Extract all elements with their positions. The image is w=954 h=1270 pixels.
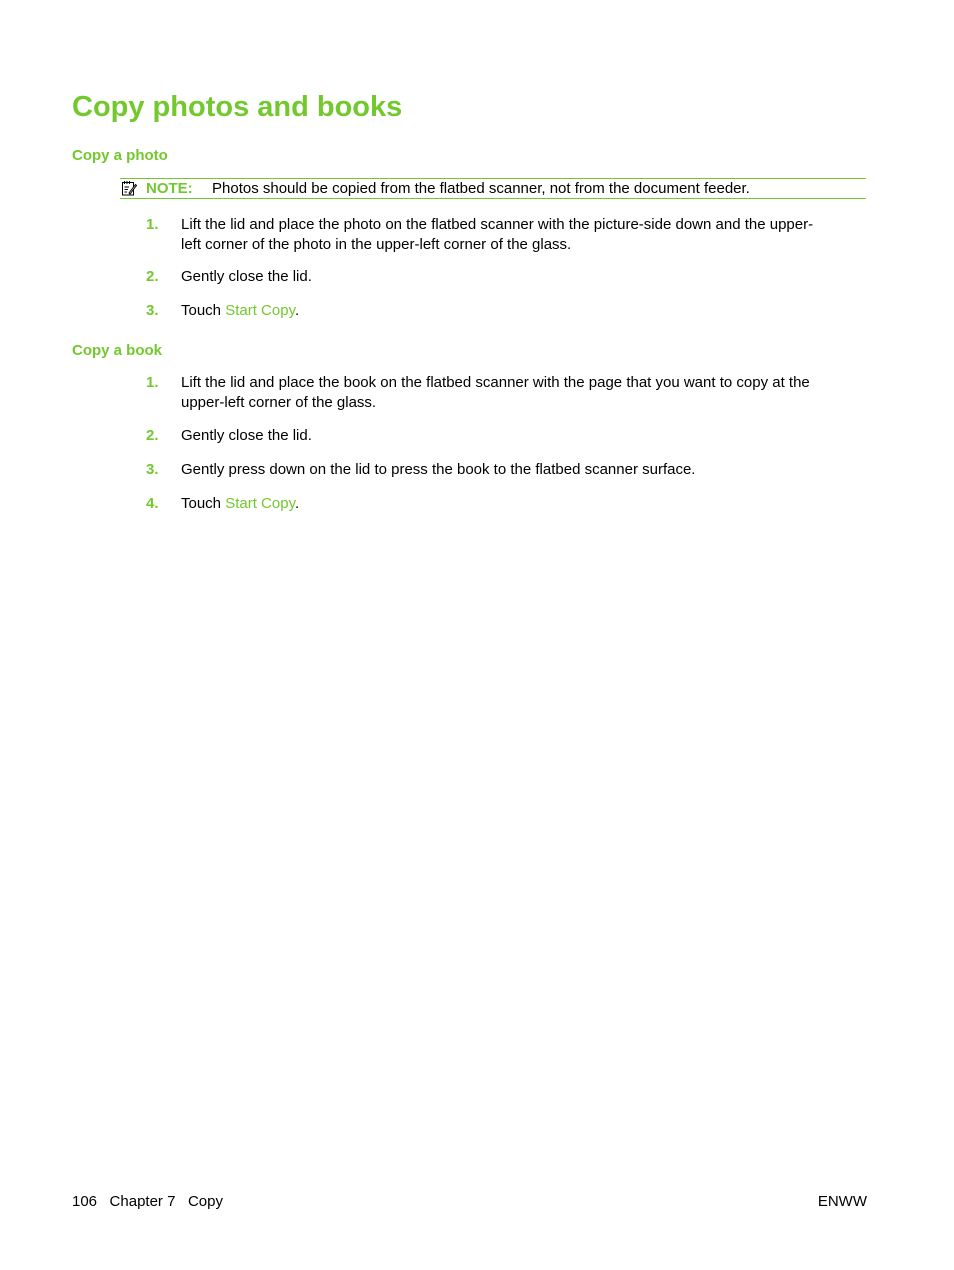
- step-text-prefix: Touch: [181, 495, 226, 512]
- note-text: Photos should be copied from the flatbed scanner, not from the document feeder.: [212, 180, 750, 197]
- footer-left: [72, 1193, 223, 1211]
- step-number: 3.: [146, 461, 159, 478]
- section-heading-copy-photo: Copy a photo: [72, 147, 168, 164]
- step-text: [181, 373, 868, 413]
- page-title: Copy photos and books: [72, 91, 403, 123]
- chapter-title: Copy: [187, 1193, 223, 1210]
- step-text: [181, 301, 868, 321]
- step-text-line: left corner of the photo in the upper-left corner of the glass.: [181, 236, 572, 253]
- footer-locale: ENWW: [817, 1193, 867, 1210]
- step-number: 2.: [146, 268, 159, 285]
- step-text-line: Lift the lid and place the photo on the flatbed scanner with the picture-side down and the upper-: [181, 216, 814, 233]
- start-copy-ui-term: Start Copy: [225, 302, 295, 319]
- step-text-suffix: .: [294, 495, 300, 512]
- note-icon: [121, 180, 137, 196]
- step-text-line: upper-left corner of the glass.: [181, 394, 377, 411]
- section-heading-copy-book: Copy a book: [72, 342, 163, 359]
- step-number: 3.: [146, 302, 159, 319]
- step-text-line: Lift the lid and place the book on the flatbed scanner with the page that you want to copy at the: [181, 374, 810, 391]
- step-text: [181, 494, 868, 514]
- note-callout: [120, 178, 866, 199]
- chapter-label: Chapter 7: [109, 1193, 176, 1210]
- step-number: 2.: [146, 427, 159, 444]
- step-text: Gently close the lid.: [181, 427, 312, 444]
- step-text: [181, 215, 868, 255]
- step-number: 4.: [146, 495, 159, 512]
- note-label: NOTE:: [146, 180, 193, 197]
- step-number: 1.: [146, 374, 159, 391]
- start-copy-ui-term: Start Copy: [225, 495, 295, 512]
- step-text: Gently press down on the lid to press the book to the flatbed scanner surface.: [181, 461, 696, 478]
- step-text-prefix: Touch: [181, 302, 226, 319]
- step-text: Gently close the lid.: [181, 268, 312, 285]
- page-number: 106: [72, 1193, 98, 1210]
- step-text-suffix: .: [294, 302, 300, 319]
- step-number: 1.: [146, 216, 159, 233]
